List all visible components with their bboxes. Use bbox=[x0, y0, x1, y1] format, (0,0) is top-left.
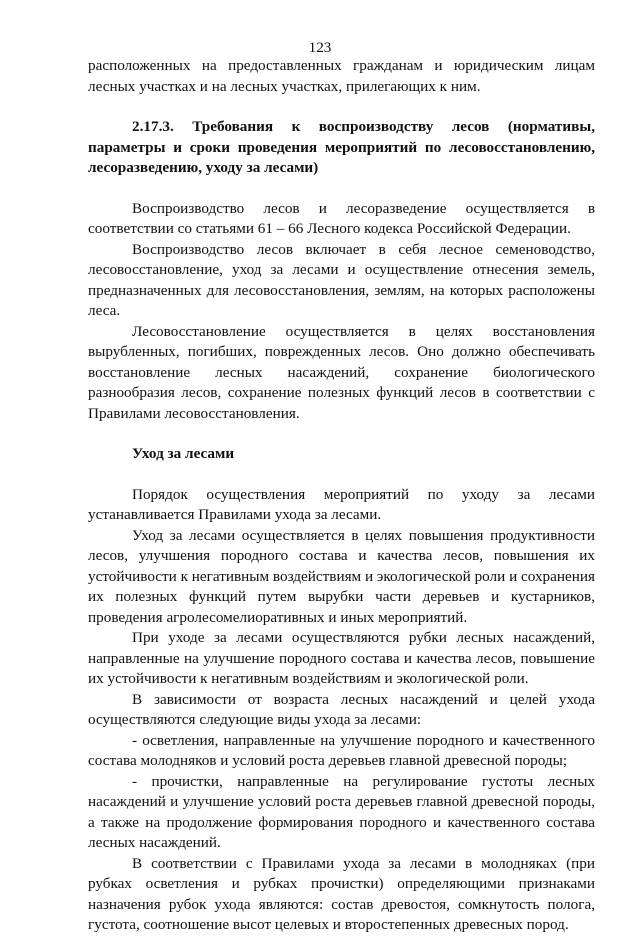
forest-care-paragraph: При уходе за лесами осуществляются рубки лесных насаждений, направленные на улучшение породного состава и качества лесов, повышение их устойчивости к негативным воздействиям и экологической роли. bbox=[88, 629, 595, 687]
closing-paragraph: В соответствии с Правилами ухода за лесами в молодняках (при рубках осветления и рубках прочистки) определяющими признаками назначения рубок ухода являются: состав древостоя, сомкнутость полога, густота, соотношение высот целевых и второстепенных древесных пород. bbox=[88, 854, 595, 933]
intro-continuation-paragraph: расположенных на предоставленных гражданам и юридическим лицам лесных участках и на лесных участках, прилегающих к ним. bbox=[88, 57, 595, 95]
page-number: 123 bbox=[308, 39, 332, 56]
forest-care-paragraph: Уход за лесами осуществляется в целях повышения продуктивности лесов, улучшения породного состава и качества лесов, повышения их устойчивости к негативным воздействиям и экологической роли и сохранения их полезных функций путем вырубки части деревьев и кустарников, проведения агролесомелиоративных и иных мероприятий. bbox=[88, 526, 595, 626]
page-content bbox=[88, 56, 595, 936]
forest-care-paragraph: Порядок осуществления мероприятий по уходу за лесами устанавливается Правилами ухода за лесами. bbox=[88, 485, 595, 523]
reproduction-paragraph: Лесовосстановление осуществляется в целях восстановления вырубленных, погибших, поврежденных лесов. Оно должно обеспечивать восстановление лесных насаждений, сохранение биологического разнообразия лесов, сохранение полезных функций лесов в соответствии с Правилами лесовосстановления. bbox=[88, 322, 595, 422]
section-heading: 2.17.3. Требования к воспроизводству лесов (нормативы, параметры и сроки проведения мероприятий по лесовосстановлению, лесоразведению, уходу за лесами) bbox=[88, 118, 595, 176]
forest-care-paragraph: В зависимости от возраста лесных насаждений и целей ухода осуществляются следующие виды ухода за лесами: bbox=[88, 690, 595, 728]
forest-care-heading: Уход за лесами bbox=[132, 445, 235, 462]
reproduction-paragraph: Воспроизводство лесов и лесоразведение осуществляется в соответствии со статьями 61 – 66 Лесного кодекса Российской Федерации. bbox=[88, 199, 595, 237]
care-type-list-item: - прочистки, направленные на регулирование густоты лесных насаждений и улучшение условий роста деревьев главной древесной породы, а также на продолжение формирования породного и качественного состава лесных насаждений. bbox=[88, 772, 595, 851]
reproduction-paragraph: Воспроизводство лесов включает в себя лесное семеноводство, лесовосстановление, уход за лесами и осуществление отнесения земель, предназначенных для лесовосстановления, землям, на которых расположены леса. bbox=[88, 240, 595, 319]
care-type-list-item: - осветления, направленные на улучшение породного и качественного состава молодняков и условий роста деревьев главной древесной породы; bbox=[88, 731, 595, 769]
